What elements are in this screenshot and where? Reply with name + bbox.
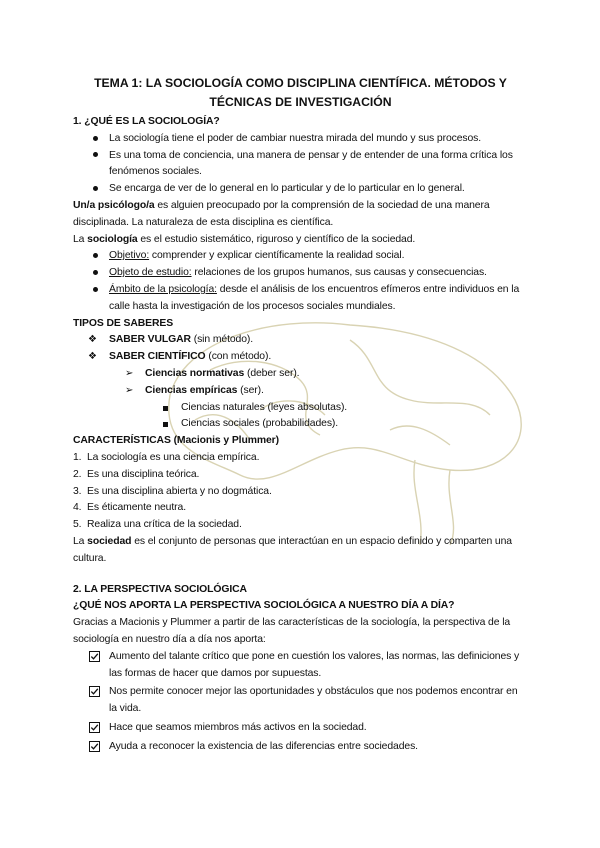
section-2-question: ¿QUÉ NOS APORTA LA PERSPECTIVA SOCIOLÓGICA A NUESTRO DÍA A DÍA? [73,600,455,612]
bullet-icon [93,186,98,191]
list-item: La sociología tiene el poder de cambiar nuestra mirada del mundo y sus procesos. [73,131,528,148]
bullet-icon [93,270,98,275]
arrow-bullet-icon: ➢ [125,367,134,379]
bullet-icon [93,287,98,292]
bullet-icon [93,136,98,141]
list-item: 4. Es éticamente neutra. [73,502,186,514]
caracteristicas-heading: CARACTERÍSTICAS (Macionis y Plummer) [73,435,279,447]
checkbox-checked-icon [89,651,100,662]
sociedad-definition: La sociedad es el conjunto de personas que interactúan en un espacio definido y comparten una cultura. [73,535,512,564]
document-body [73,74,528,757]
list-item: Ayuda a reconocer la existencia de las diferencias entre sociedades. [73,739,528,756]
checkbox-checked-icon [89,686,100,697]
section-1-heading: 1. ¿QUÉ ES LA SOCIOLOGÍA? [73,116,220,127]
bullet-icon [93,152,98,157]
list-item: ❖ SABER VULGAR (sin método). [73,332,528,349]
section-2-intro: Gracias a Macionis y Plummer a partir de las características de la sociología, la perspectiva de la sociología en nuestro día a día nos aporta: [73,617,511,645]
list-item: Es una toma de conciencia, una manera de pensar y de entender de una forma crítica los fenómenos sociales. [73,148,528,182]
list-item: 5. Realiza una crítica de la sociedad. [73,519,242,531]
sociologia-items [73,248,528,315]
list-item: Ámbito de la psicología: desde el análisis de los encuentros efímeros entre individuos en la calle hasta la investigación de los procesos sociales mundiales. [73,282,528,316]
diamond-bullet-icon: ❖ [88,334,97,346]
list-item: Ciencias naturales (leyes absolutas). [73,400,528,417]
sociologia-definition: La sociología es el estudio sistemático, riguroso y científico de la sociedad. [73,233,416,245]
checkbox-checked-icon [89,741,100,752]
psicologo-paragraph: Un/a psicólogo/a es alguien preocupado por la comprensión de la sociedad de una manera disciplinada. La naturaleza de esta disciplina es científica. [73,199,490,228]
list-item: ❖ SABER CIENTÍFICO (con método). [73,349,528,366]
list-item: Objetivo: comprender y explicar científicamente la realidad social. [73,248,528,265]
diamond-bullet-icon: ❖ [88,351,97,363]
square-bullet-icon [163,406,168,411]
list-item: Hace que seamos miembros más activos en la sociedad. [73,720,528,737]
page-title: TEMA 1: LA SOCIOLOGÍA COMO DISCIPLINA CIENTÍFICA. MÉTODOS Y TÉCNICAS DE INVESTIGACIÓN [94,76,507,109]
list-item: Aumento del talante crítico que pone en cuestión los valores, las normas, las definiciones y las formas de hacer que damos por supuestas. [73,649,528,683]
list-item: ➢ Ciencias empíricas (ser). [73,383,528,400]
list-item: Objeto de estudio: relaciones de los grupos humanos, sus causas y consecuencias. [73,265,528,282]
list-item: 1. La sociología es una ciencia empírica. [73,451,260,463]
section-1-bullets [73,131,528,198]
list-item: ➢ Ciencias normativas (deber ser). [73,366,528,383]
list-item: 2. Es una disciplina teórica. [73,468,200,480]
list-item: Nos permite conocer mejor las oportunidades y obstáculos que nos podemos encontrar en la vida. [73,684,528,718]
aportaciones-checklist [73,649,528,756]
list-item: Ciencias sociales (probabilidades). [73,416,528,433]
bullet-icon [93,253,98,258]
caracteristicas-list [73,450,528,534]
saberes-list [73,332,528,433]
arrow-bullet-icon: ➢ [125,384,134,396]
square-bullet-icon [163,422,168,427]
list-item: Se encarga de ver de lo general en lo particular y de lo particular en lo general. [73,181,528,198]
list-item: 3. Es una disciplina abierta y no dogmática. [73,485,272,497]
saberes-heading: TIPOS DE SABERES [73,317,174,329]
checkbox-checked-icon [89,722,100,733]
section-2-heading: 2. LA PERSPECTIVA SOCIOLÓGICA [73,583,247,595]
